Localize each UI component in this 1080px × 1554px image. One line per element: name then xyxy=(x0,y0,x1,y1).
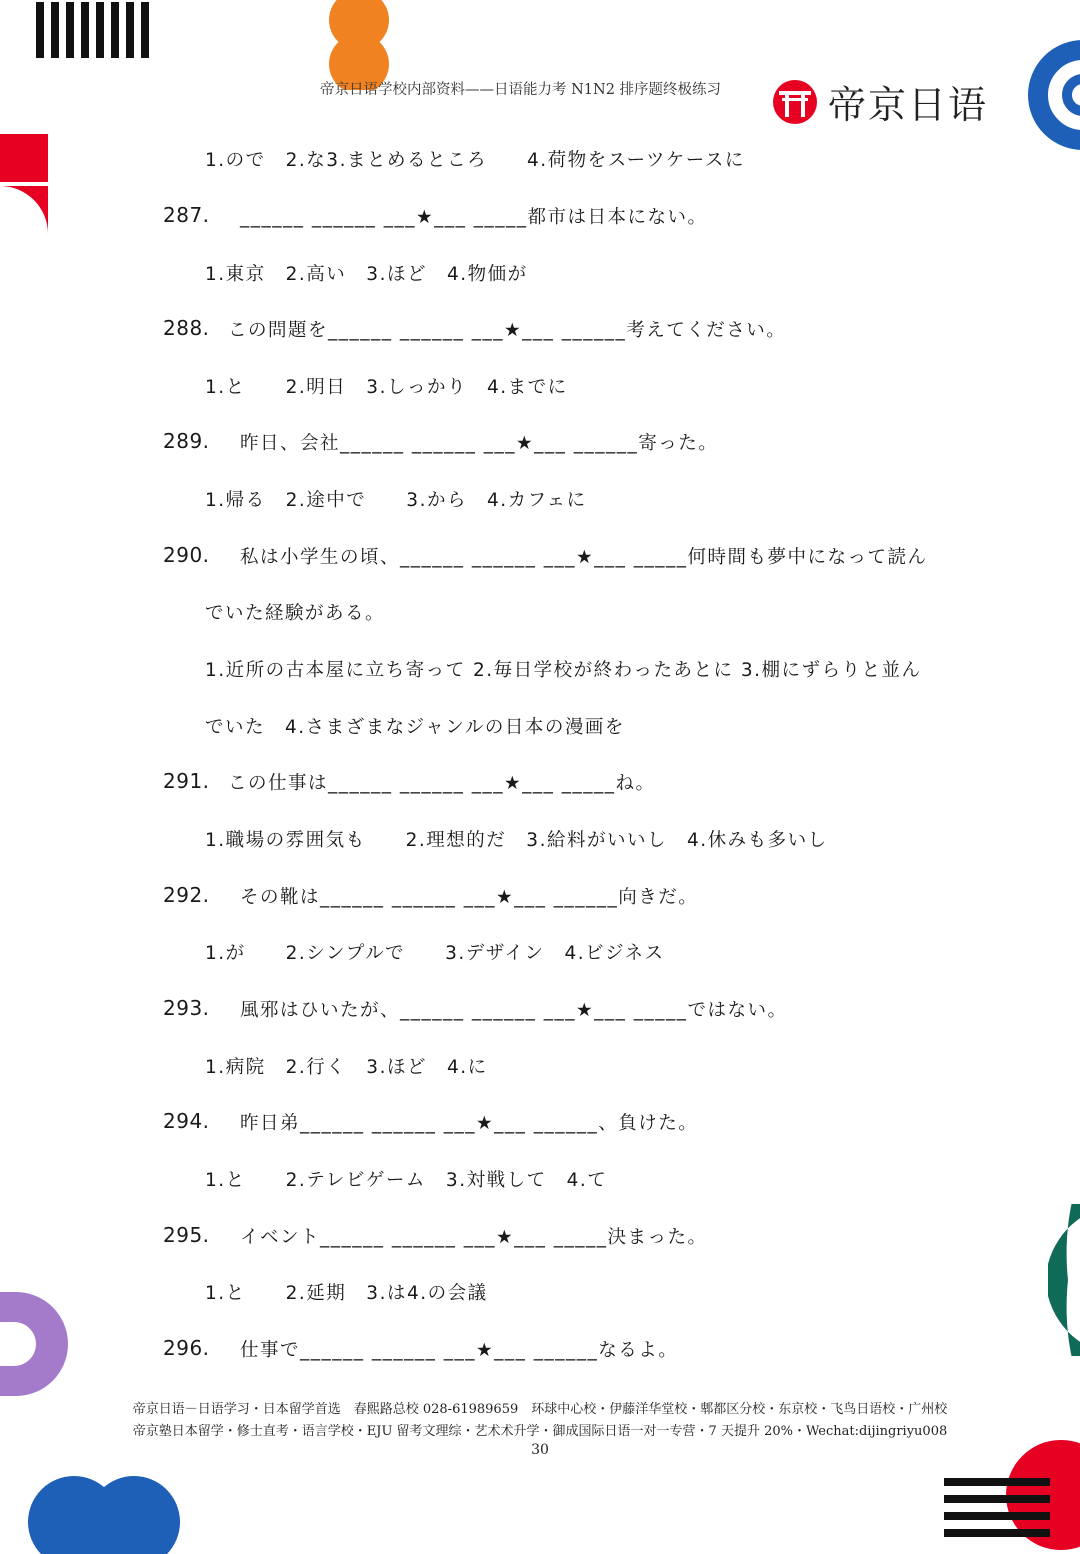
options-line: 1.近所の古本屋に立ち寄って 2.毎日学校が終わったあとに 3.棚にずらりと並ん xyxy=(205,660,922,681)
question-number: 295. xyxy=(163,1223,210,1247)
options-line: 1.と 2.テレビゲーム 3.対戦して 4.て xyxy=(205,1170,608,1191)
school-logo xyxy=(772,74,988,129)
logo-text: 帝京日语 xyxy=(828,83,989,127)
options-line: 1.東京 2.高い 3.ほど 4.物価が xyxy=(205,264,528,285)
purple-shape-decoration xyxy=(0,1292,68,1396)
question-number: 290. xyxy=(163,543,210,567)
question-text-continued: でいた経験がある。 xyxy=(205,603,386,624)
blue-cloud-decoration xyxy=(28,1474,180,1554)
stripes-decoration xyxy=(944,1478,1050,1546)
question-text: この仕事は______ ______ ___★___ _____ね。 xyxy=(228,773,656,794)
options-line: 1.帰る 2.途中で 3.から 4.カフェに xyxy=(205,490,587,511)
footer-line-2: 帝京塾日本留学・修士直考・语言学校・EJU 留考文理综・艺术术升学・御成国际日语一对一专营・7 天提升 20%・Wechat:dijingriyu008 xyxy=(132,1424,948,1439)
options-line: 1.と 2.延期 3.は4.の会議 xyxy=(205,1283,488,1304)
question-number: 291. xyxy=(163,769,210,793)
options-line: 1.病院 2.行く 3.ほど 4.に xyxy=(205,1057,488,1078)
options-line: 1.が 2.シンプルで 3.デザイン 4.ビジネス xyxy=(205,943,665,964)
barcode-decoration xyxy=(36,2,149,58)
question-text: その靴は______ ______ ___★___ ______向きだ。 xyxy=(240,887,699,908)
question-text: イベント______ ______ ___★___ _____決まった。 xyxy=(240,1227,708,1248)
options-line: 1.職場の雰囲気も 2.理想的だ 3.給料がいいし 4.休みも多いし xyxy=(205,830,828,851)
question-number: 292. xyxy=(163,883,210,907)
torii-logo-icon xyxy=(772,79,818,125)
question-text: この問題を______ ______ ___★___ ______考えてください。 xyxy=(228,320,787,341)
question-number: 287. xyxy=(163,203,210,227)
red-shape-decoration xyxy=(0,134,48,234)
options-line-continued: でいた 4.さまざまなジャンルの日本の漫画を xyxy=(205,717,625,738)
question-number: 296. xyxy=(163,1336,210,1360)
question-number: 288. xyxy=(163,316,210,340)
question-text: ______ ______ ___★___ _____都市は日本にない。 xyxy=(240,207,708,228)
question-text: 風邪はひいたが、______ ______ ___★___ _____ではない。 xyxy=(240,1000,788,1021)
footer-line-1: 帝京日语－日语学习・日本留学首选 春熙路总校 028-61989659 环球中心校・伊藤洋华堂校・郫都区分校・东京校・飞鸟日语校・广州校 xyxy=(132,1402,948,1417)
question-text: 私は小学生の頃、______ ______ ___★___ _____何時間も夢中になって読ん xyxy=(240,547,928,568)
green-shape-decoration xyxy=(1038,1204,1080,1356)
question-text: 昨日、会社______ ______ ___★___ ______寄った。 xyxy=(240,433,719,454)
question-number: 293. xyxy=(163,996,210,1020)
question-text: 昨日弟______ ______ ___★___ ______、負けた。 xyxy=(240,1113,699,1134)
document-title: 帝京日语学校内部资料——日语能力考 N1N2 排序题终极练习 xyxy=(320,82,722,98)
options-line: 1.と 2.明日 3.しっかり 4.までに xyxy=(205,377,568,398)
page-number: 30 xyxy=(531,1442,549,1458)
question-number: 289. xyxy=(163,429,210,453)
options-line: 1.ので 2.な3.まとめるところ 4.荷物をスーツケースに xyxy=(205,150,745,171)
question-number: 294. xyxy=(163,1109,210,1133)
orange-blob-decoration xyxy=(320,0,398,90)
question-text: 仕事で______ ______ ___★___ ______なるよ。 xyxy=(240,1340,679,1361)
